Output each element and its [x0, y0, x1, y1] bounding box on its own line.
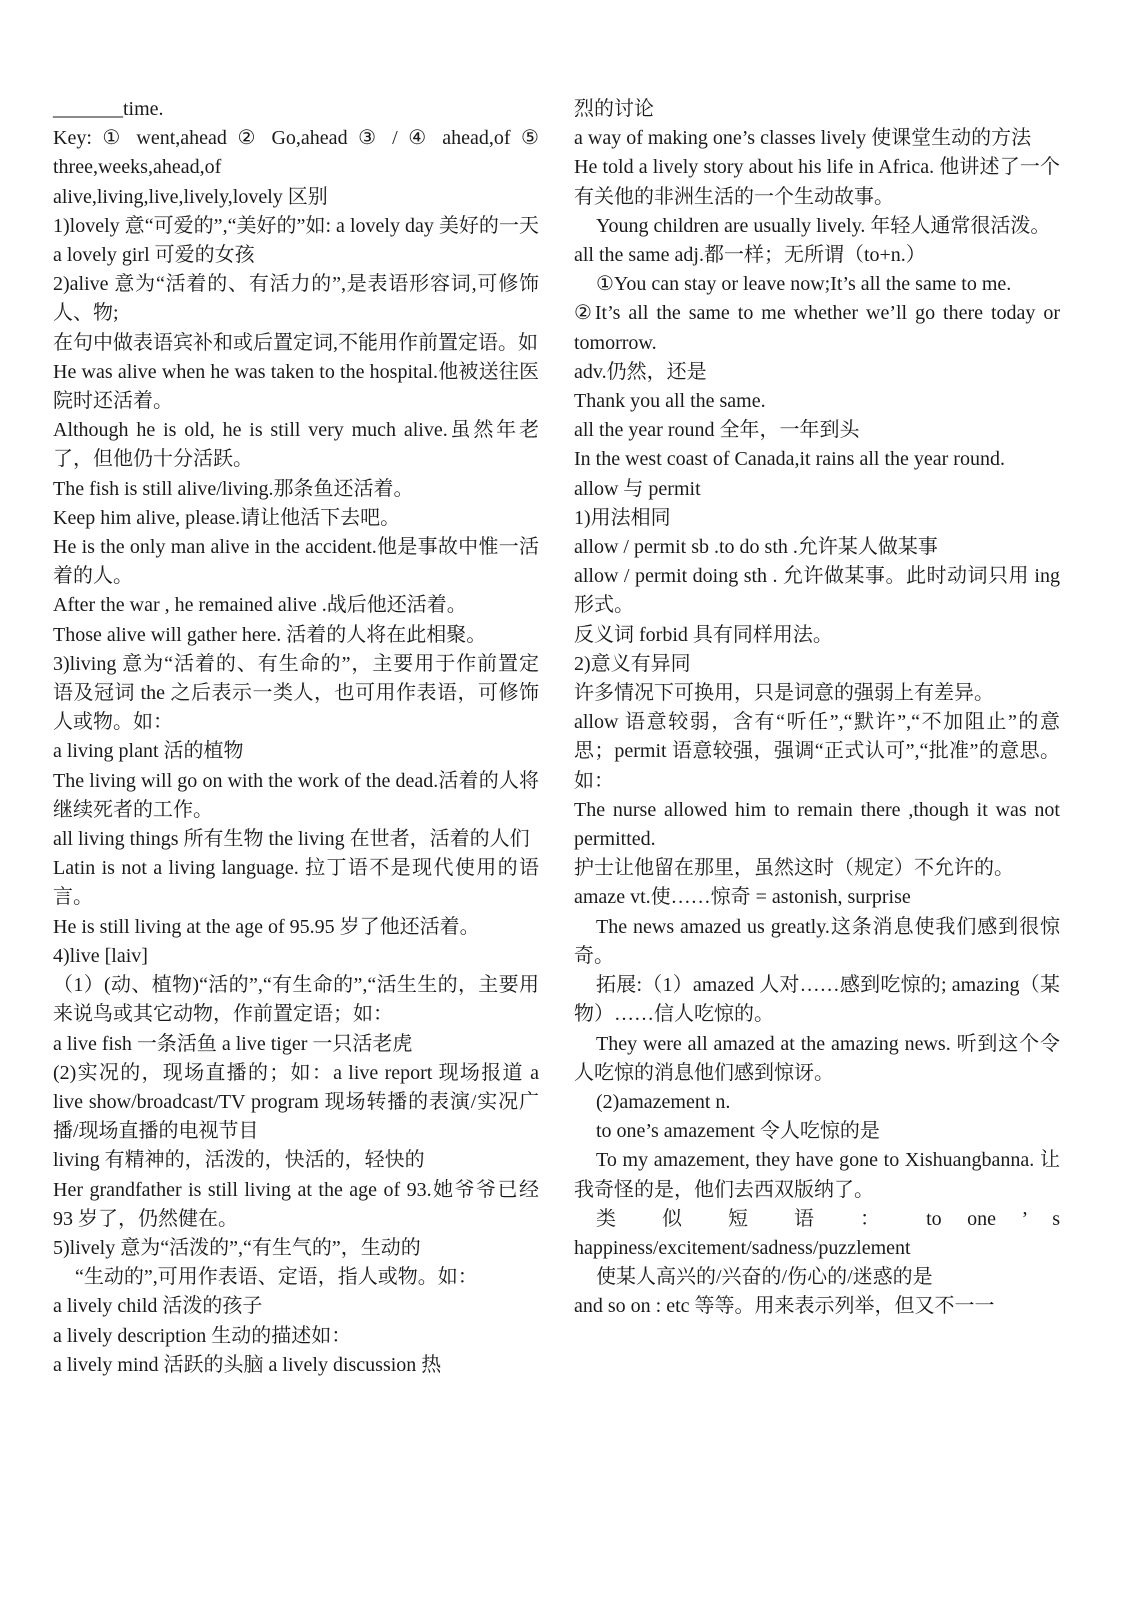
paragraph: 反义词 forbid 具有同样用法。: [574, 623, 833, 646]
paragraph: ①You can stay or leave now;It’s all the same to me.: [596, 273, 1012, 296]
paragraph: 5)lively 意为“活泼的”,“有生气的”，生动的: [53, 1236, 421, 1259]
paragraph: 类 似 短 语 ： to one ’ s: [596, 1207, 1060, 1230]
paragraph: living 有精神的，活泼的，快活的，轻快的: [53, 1149, 425, 1172]
paragraph: a live fish 一条活鱼 a live tiger 一只活老虎: [53, 1032, 413, 1055]
paragraph: He told a lively story about his life in Africa. 他讲述了一个有关他的非洲生活的一个生动故事。: [574, 156, 1060, 208]
paragraph: 2)意义有异同: [574, 652, 691, 675]
paragraph: The nurse allowed him to remain there ,though it was not permitted.: [574, 798, 1060, 851]
paragraph: a way of making one’s classes lively 使课堂生动的方法: [574, 127, 1032, 150]
paragraph: 1)lovely 意“可爱的”,“美好的”如: a lovely day 美好的一天 a lovely girl 可爱的女孩: [53, 214, 539, 267]
paragraph: ②It’s all the same to me whether we’ll go there today or tomorrow.: [574, 302, 1060, 354]
paragraph: 烈的讨论: [574, 98, 654, 120]
paragraph: They were all amazed at the amazing news. 听到这个令人吃惊的消息他们感到惊讶。: [574, 1032, 1060, 1084]
paragraph: allow / permit sb .to do sth .允许某人做某事: [574, 536, 938, 559]
left-column: [53, 95, 539, 1380]
paragraph: The living will go on with the work of the dead.活着的人将继续死者的工作。: [53, 769, 539, 821]
paragraph: (2)amazement n.: [596, 1090, 731, 1113]
paragraph: a lively mind 活跃的头脑 a lively discussion 热: [53, 1353, 442, 1376]
paragraph: allow 与 permit: [574, 477, 701, 500]
paragraph: Latin is not a living language. 拉丁语不是现代使用的语言。: [53, 857, 539, 909]
paragraph: all the year round 全年，一年到头: [574, 419, 860, 442]
paragraph: a living plant 活的植物: [53, 740, 244, 763]
paragraph: The news amazed us greatly.这条消息使我们感到很惊奇。: [574, 915, 1060, 967]
paragraph: 1)用法相同: [574, 506, 671, 529]
paragraph: He is the only man alive in the accident.他是事故中惟一活着的人。: [53, 536, 539, 588]
paragraph: 3)living 意为“活着的、有生命的”，主要用于作前置定语及冠词 the 之后表示一类人，也可用作表语，可修饰人或物。如：: [53, 652, 539, 734]
paragraph: all living things 所有生物 the living 在世者，活着的人们: [53, 828, 530, 851]
paragraph: and so on : etc 等等。用来表示列举，但又不一一: [574, 1295, 995, 1318]
paragraph: Thank you all the same.: [574, 390, 766, 413]
paragraph: The fish is still alive/living.那条鱼还活着。: [53, 477, 414, 500]
paragraph: 使某人高兴的/兴奋的/伤心的/迷惑的是: [596, 1266, 933, 1289]
paragraph: allow / permit doing sth . 允许做某事。此时动词只用 ing 形式。: [574, 565, 1060, 617]
paragraph: After the war , he remained alive .战后他还活着。: [53, 594, 467, 617]
paragraph: Her grandfather is still living at the age of 93.她爷爷已经 93 岁了，仍然健在。: [53, 1178, 539, 1230]
paragraph: a lively description 生动的描述如：: [53, 1324, 352, 1347]
paragraph: 2)alive 意为“活着的、有活力的”,是表语形容词,可修饰人、物;: [53, 273, 539, 325]
paragraph: 拓展:（1）amazed 人对……感到吃惊的; amazing（某物）……信人吃惊的。: [574, 974, 1060, 1026]
paragraph: Young children are usually lively. 年轻人通常很活泼。: [596, 214, 1051, 237]
paragraph: He is still living at the age of 95.95 岁了他还活着。: [53, 915, 480, 938]
paragraph: to one’s amazement 令人吃惊的是: [596, 1120, 880, 1143]
paragraph: 护士让他留在那里，虽然这时（规定）不允许的。: [574, 857, 1014, 880]
paragraph: (2)实况的，现场直播的；如：a live report 现场报道 a live show/broadcast/TV program 现场转播的表演/实况广播/现场直播的电视节目: [53, 1061, 539, 1143]
paragraph: “生动的”,可用作表语、定语，指人或物。如：: [75, 1266, 478, 1289]
paragraph: adv.仍然，还是: [574, 360, 707, 383]
paragraph: （1）(动、植物)“活的”,“有生命的”,“活生生的，主要用来说鸟或其它动物，作前置定语；如：: [53, 974, 539, 1026]
paragraph: a lively child 活泼的孩子: [53, 1295, 263, 1318]
paragraph: all the same adj.都一样；无所谓（to+n.）: [574, 244, 926, 267]
paragraph: He was alive when he was taken to the hospital.他被送往医院时还活着。: [53, 360, 539, 413]
paragraph: amaze vt.使……惊奇 = astonish, surprise: [574, 886, 911, 909]
paragraph: In the west coast of Canada,it rains all the year round.: [574, 448, 1005, 471]
paragraph: 许多情况下可换用，只是词意的强弱上有差异。: [574, 682, 994, 705]
paragraph: 在句中做表语宾补和或后置定词,不能用作前置定语。如: [53, 331, 538, 354]
paragraph: Keep him alive, please.请让他活下去吧。: [53, 506, 401, 529]
paragraph: alive,living,live,lively,lovely 区别: [53, 185, 328, 208]
paragraph: happiness/excitement/sadness/puzzlement: [574, 1236, 911, 1259]
paragraph: Although he is old, he is still very much alive.虽然年老了，但他仍十分活跃。: [53, 419, 539, 471]
paragraph: Key: ① went,ahead ② Go,ahead ③ / ④ ahead,of ⑤ three,weeks,ahead,of: [53, 127, 539, 179]
paragraph: _______time.: [53, 98, 164, 120]
right-column: [574, 95, 1060, 1322]
paragraph: Those alive will gather here. 活着的人将在此相聚。: [53, 623, 487, 646]
paragraph: allow 语意较弱，含有“听任”,“默许”,“不加阻止”的意思；permit 语意较强，强调“正式认可”,“批准”的意思。如：: [574, 711, 1060, 792]
paragraph: To my amazement, they have gone to Xishuangbanna. 让我奇怪的是，他们去西双版纳了。: [574, 1149, 1060, 1201]
paragraph: 4)live [laiv]: [53, 944, 148, 967]
